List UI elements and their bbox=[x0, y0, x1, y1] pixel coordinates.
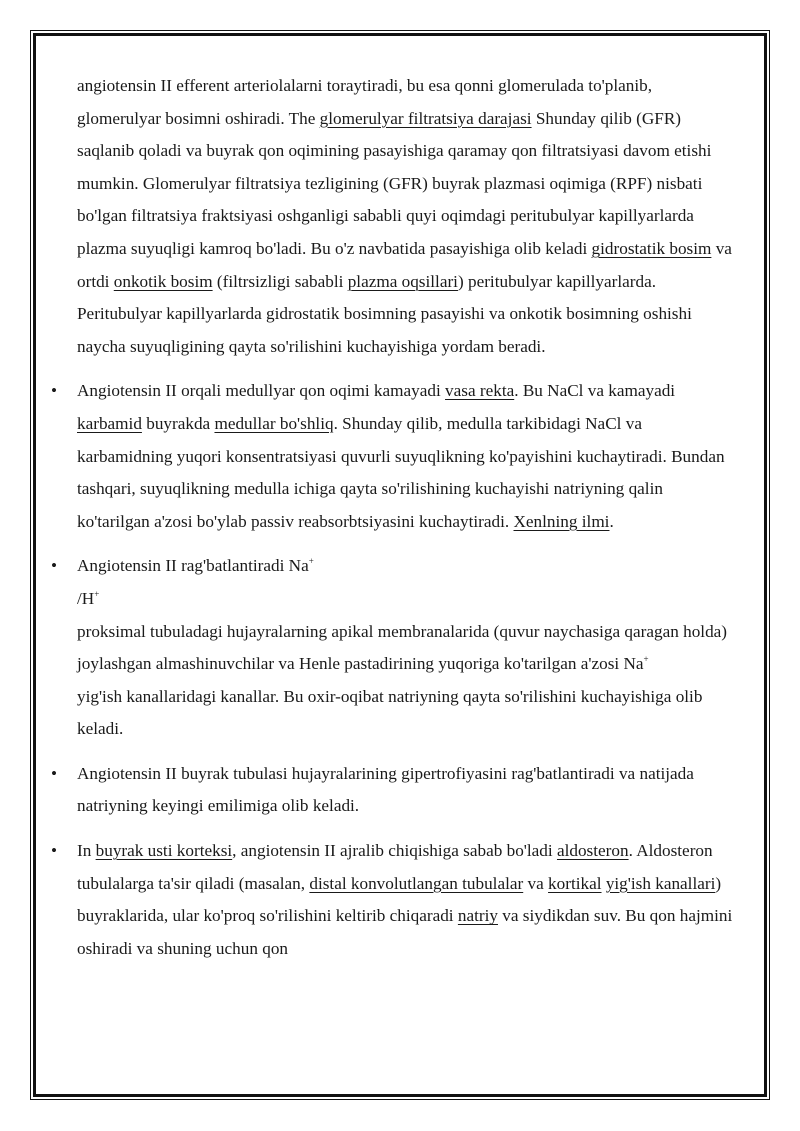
text-run: ) buyraklarida, ular ko'proq so'rilishini keltirib chiqaradi bbox=[77, 873, 722, 926]
link-buyrak-usti-korteksi[interactable]: buyrak usti korteksi bbox=[95, 841, 233, 861]
link-plazma-oqsillari[interactable]: plazma oqsillari bbox=[347, 271, 458, 291]
text-run: proksimal tubuladagi hujayralarning apikal membranalarida (quvur naychasiga qaragan holda) joylashgan almashinuvchilar va Henle pastadirining yuqoriga ko'tarilgan a'zosi Na bbox=[77, 621, 728, 674]
bullet-list bbox=[77, 375, 737, 965]
bullet-item-exchangers bbox=[77, 550, 737, 746]
link-onkotik-bosim[interactable]: onkotik bosim bbox=[113, 271, 213, 291]
link-yigish-kanallari[interactable]: yig'ish kanallari bbox=[605, 873, 716, 893]
superscript-plus: + bbox=[308, 556, 314, 567]
text-run: . Aldosteron tubulalarga ta'sir qiladi (masalan, bbox=[77, 841, 713, 893]
text-run: Angiotensin II rag'batlantiradi Na bbox=[77, 556, 309, 576]
document-body bbox=[77, 70, 737, 977]
link-distal-konvolutlangan-tubulalar[interactable]: distal konvolutlangan tubulalar bbox=[309, 873, 524, 893]
bullet-item-hypertrophy bbox=[77, 758, 737, 823]
link-karbamid[interactable]: karbamid bbox=[77, 413, 142, 433]
link-natriy[interactable]: natriy bbox=[457, 906, 498, 926]
link-gidrostatik-bosim[interactable]: gidrostatik bosim bbox=[591, 238, 712, 258]
link-kortikal[interactable]: kortikal bbox=[548, 873, 602, 893]
link-medullar-boshliq[interactable]: medullar bo'shliq bbox=[214, 413, 334, 433]
text-line bbox=[77, 583, 737, 616]
text-run: Angiotensin II buyrak tubulasi hujayralarining gipertrofiyasini rag'batlantiradi va natijada natriyning keyingi emilimiga olib keladi. bbox=[77, 763, 694, 816]
link-aldosteron[interactable]: aldosteron bbox=[556, 841, 629, 861]
text-run: va siydikdan suv. Bu qon hajmini oshiradi va shuning uchun qon bbox=[77, 906, 733, 958]
link-xenlning-ilmi[interactable]: Xenlning ilmi bbox=[513, 511, 610, 531]
link-vasa-rekta[interactable]: vasa rekta bbox=[445, 381, 515, 401]
text-run: . bbox=[609, 511, 614, 531]
text-run: va ortdi bbox=[77, 238, 732, 291]
paragraph-intro bbox=[77, 70, 737, 363]
bullet-item-medullar-flow bbox=[77, 375, 737, 538]
text-run: Shunday qilib (GFR) saqlanib qoladi va buyrak qon oqimining pasayishiga qaramay qon filtratsiyasi davom etishi mumkin. Glomerulyar filtratsiya tezligining (GFR) buyrak plazmasi oqimiga (RPF) nisbati bo'lgan filtratsiya fraktsiyasi oshganligi sababli quyi oqimdagi peritubulyar kapillyarlarda plazma suyuqligi kamroq bo'ladi. Bu o'z navbatida pasayishiga olib keladi bbox=[77, 108, 712, 258]
text-run: Angiotensin II orqali medullyar qon oqimi kamayadi bbox=[77, 381, 446, 401]
text-run: va bbox=[523, 873, 549, 893]
text-run: , angiotensin II ajralib chiqishiga sabab bo'ladi bbox=[232, 841, 557, 861]
text-run: ) peritubulyar kapillyarlarda. Peritubulyar kapillyarlarda gidrostatik bosimning pasayishi va onkotik bosimning oshishi naycha suyuqligining qayta so'rilishini kuchayishiga yordam beradi. bbox=[77, 271, 692, 356]
text-run: /H bbox=[77, 588, 95, 608]
bullet-item-aldosteron bbox=[77, 835, 737, 965]
link-glomerulyar-filtratsiya-darajasi[interactable]: glomerulyar filtratsiya darajasi bbox=[319, 108, 532, 128]
text-run: . Bu NaCl va kamayadi bbox=[514, 381, 676, 401]
text-run: yig'ish kanallaridagi kanallar. Bu oxir-oqibat natriyning qayta so'rilishini kuchayishiga olib keladi. bbox=[77, 686, 703, 739]
text-run: . Shunday qilib, medulla tarkibidagi NaCl va karbamidning yuqori konsentratsiyasi quvurli suyuqlikning ko'payishini kuchaytiradi. Bundan tashqari, suyuqlikning medulla ichiga qayta so'rilishining kuchayishi natriyning qalin ko'tarilgan a'zosi bo'ylab passiv reabsorbtsiyasini kuchaytiradi. bbox=[77, 413, 725, 531]
text-run: buyrakda bbox=[141, 413, 215, 433]
text-run: (filtrsizligi sababli bbox=[212, 271, 348, 291]
text-run: In bbox=[77, 841, 96, 861]
superscript-plus: + bbox=[643, 654, 649, 665]
text-run: angiotensin II efferent arteriolalarni toraytiradi, bu esa qonni glomerulada to'planib, glomerulyar bosimni oshiradi. The bbox=[77, 76, 653, 128]
superscript-plus: + bbox=[94, 588, 100, 599]
